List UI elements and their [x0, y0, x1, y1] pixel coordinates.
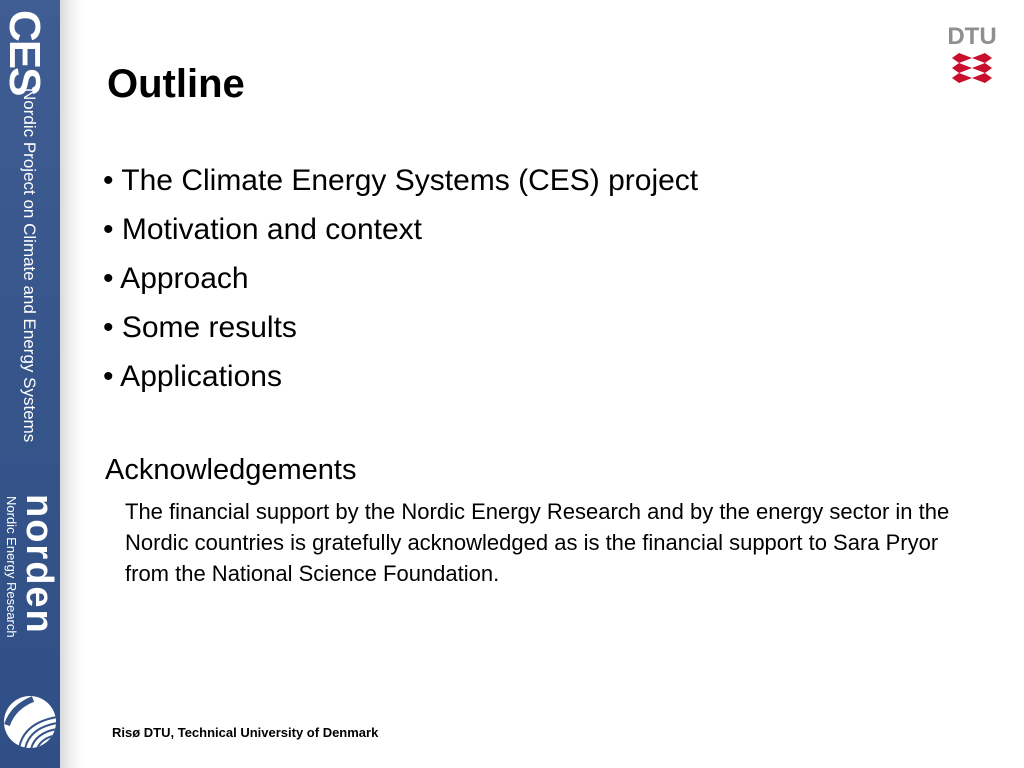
sidebar-banner: [0, 0, 60, 768]
footer-text: Risø DTU, Technical University of Denmark: [112, 725, 379, 740]
norden-subtitle: Nordic Energy Research: [4, 496, 19, 638]
dtu-logo-icon: [946, 22, 998, 86]
outline-item: • Approach: [103, 262, 249, 295]
project-name: Nordic Project on Climate and Energy Systems: [20, 88, 39, 443]
norden-globe-icon: [3, 695, 57, 749]
ces-logo: CES: [0, 10, 49, 95]
acknowledgements-text: The financial support by the Nordic Energy Research and by the energy sector in the Nordic countries is gratefully acknowledged as is the financial support to Sara Pryor from the National Science Foundation.: [125, 499, 950, 586]
sidebar-shadow: [60, 0, 82, 768]
outline-item: • Motivation and context: [103, 213, 423, 246]
norden-logo: norden: [18, 494, 60, 635]
dtu-logo-text: DTU: [947, 23, 997, 50]
slide-title: Outline: [107, 62, 245, 106]
outline-list: [103, 156, 698, 401]
outline-item: • Some results: [103, 311, 297, 344]
outline-item: • The Climate Energy Systems (CES) project: [103, 164, 699, 197]
acknowledgements-heading: Acknowledgements: [105, 454, 357, 486]
outline-item: • Applications: [103, 360, 282, 393]
